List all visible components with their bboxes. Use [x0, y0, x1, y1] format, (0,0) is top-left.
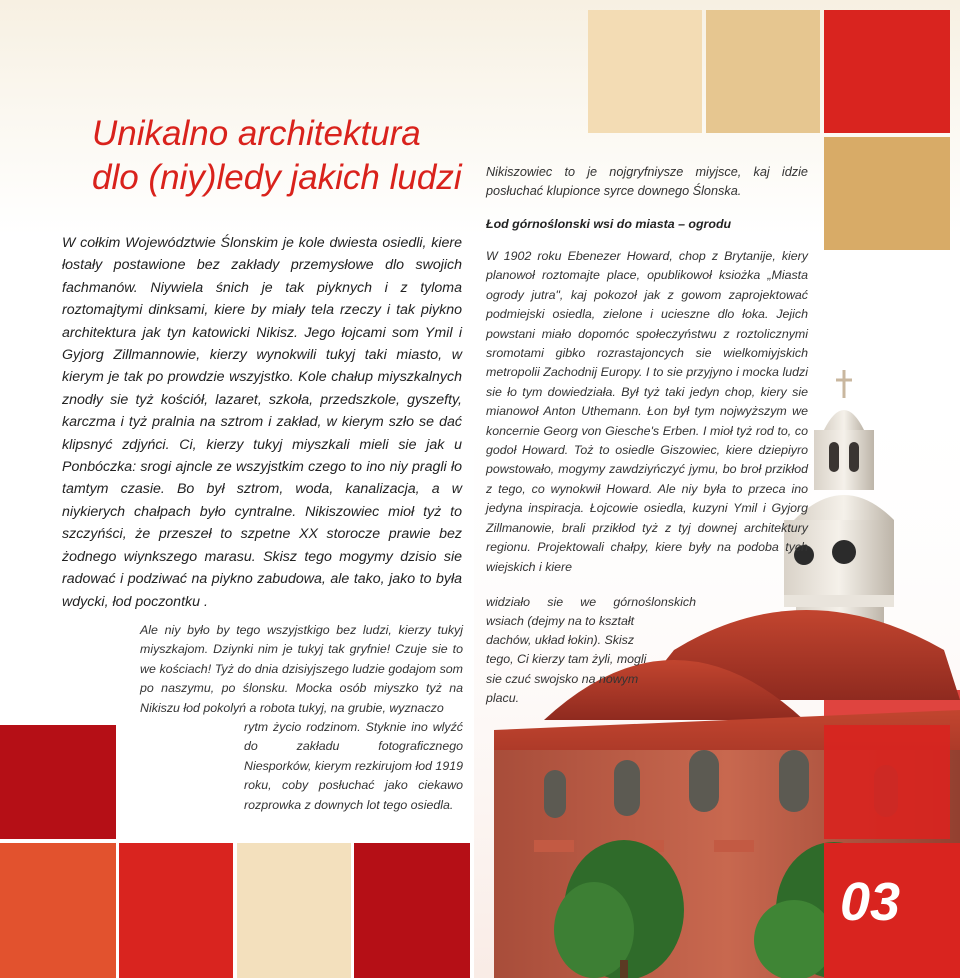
page-title	[92, 112, 492, 200]
deco-square-red	[119, 843, 233, 978]
title-line-1: Unikalno architektura	[92, 114, 421, 153]
deco-square-cream	[237, 843, 351, 978]
page-number: 03	[840, 872, 901, 932]
deco-square-dark-red	[0, 725, 116, 839]
deco-square-red	[824, 725, 950, 839]
deco-square-light-tan	[588, 10, 702, 133]
deco-square-dark-red	[354, 843, 470, 978]
deco-square-orange-red	[0, 843, 116, 978]
quote-paragraph-part1: Ale niy było by tego wszyjstkigo bez ludzi, kierzy tukyj miyszkajom. Dziynki nim je tukyj tak gryfnie! Czuje sie to we kościach! Tyż do dnia dzisiyjszego ludzie godajom som po naszymu, po ślonsku. Mocka osób miyszko tyż na Nikiszu łod pokolyń a robota tukyj, na grubie, wyznaczo	[140, 623, 463, 715]
intro-text: Nikiszowiec to je nojgryfniysze miyjsce, kaj idzie posłuchać klupionce syrce downego Ślonska.	[486, 165, 808, 199]
quote-paragraph-part2: rytm życio rodzinom. Styknie ino wlyźć do zakładu fotograficznego Niesporków, kierym rezkirujom łod 1919 roku, coby posłuchać jako ciekawo rozprowka z downych lot tego osiedla.	[244, 720, 463, 812]
title-line-2: dlo (niy)ledy jakich ludzi	[92, 158, 462, 197]
right-paragraph-part3: dachów, układ łokin). Skisz tego, Ci kierzy tam żyli, mogli sie czuć swojsko na nowym placu.	[486, 633, 647, 706]
right-paragraph-part2: widziało sie we górnoślonskich wsiach (dejmy na to kształt	[486, 595, 696, 629]
deco-square-tan	[706, 10, 820, 133]
section-subheading: Łod górnoślonski wsi do miasta – ogrodu	[486, 217, 732, 231]
left-paragraph: W cołkim Województwie Ślonskim je kole dwiesta osiedli, kiere łostały postawione bez zakłady przemysłowe dlo swojich fachmanów. Niywiela śnich je tak piyknych i z tyloma roztomajtymi dinksami, kiere by miały tela rzeczy i tak piykno architektura jak tyn katowicki Nikisz. Jego łojcami som Ymil i Gyjorg Zillmannowie, kierzy wynokwili tukyj taki miasto, w kierym je tak po prowdzie wszyjstko. Kole chałup miyszkalnych znodły sie tyż kościół, lazaret, szkoła, przedszkole, gyszefty, karczma i tyż pralnia na sztrom i zakład, w kierym szło se dać klipsnyć zdjyńci. Ci, kierzy tukyj miyszkali mieli sie jak u Ponbóczka: srogi ajncle ze wszyjstkim czego to ino niy pragli ło tamtym czasie. Bo był sztrom, woda, kanalizacja, a w niykierych chałpach było cyntralne. Nikiszowiec mioł tyż to szczyńści, że przeszeł to szpetne XX storocze prawie bez żodnego wiynkszego marasu. Skisz tego mogymy dzisio sie radować i podziwać na piykno zabudowa, ale tako, jako to była wdycki, łod poczontku .	[62, 235, 462, 610]
deco-square-red	[824, 10, 950, 133]
deco-square-dark-tan	[824, 137, 950, 250]
right-paragraph-part1: W 1902 roku Ebenezer Howard, chop z Brytanije, kiery planowoł roztomajte place, opublikowoł ksiożka „Miasta ogrody jutra", kaj pokozoł jak z gowom zaprojektować podmiejski osiedla, zielone i ucieszne dlo łoka. Jejich powstani miało dopomóc społeczyństwu z roztolicznymi sromotami gibko rozrastajoncych sie wielkomiyjskich metropolii Zachodnij Europy. I to sie przyjyno i mocka ludzi sie ło tym dowiedziała. Był tyż taki jedyn chop, kiery sie mianowoł Anton Uthemann. Łon był tym nojwyższym we koncernie Georg von Giesche's Erben. I mioł tyż rod to, co godoł Howard. Toż to osiedle Giszowiec, kiere dziepiyro powstowało, mogymy zawdziyńczyć jymu, bo broł przikłod z tego, co wynokwił Howard. Ale niy była to przeca ino jedyna inspiracja. Łojcowie osiedla, kuzyni Ymil i Gyjorg Zillmanowie, brali przikłod tyż z tyj downej architektury regionu. Projektowali chałpy, kiere były na podoba tych wiejskich i kiere	[486, 249, 808, 574]
